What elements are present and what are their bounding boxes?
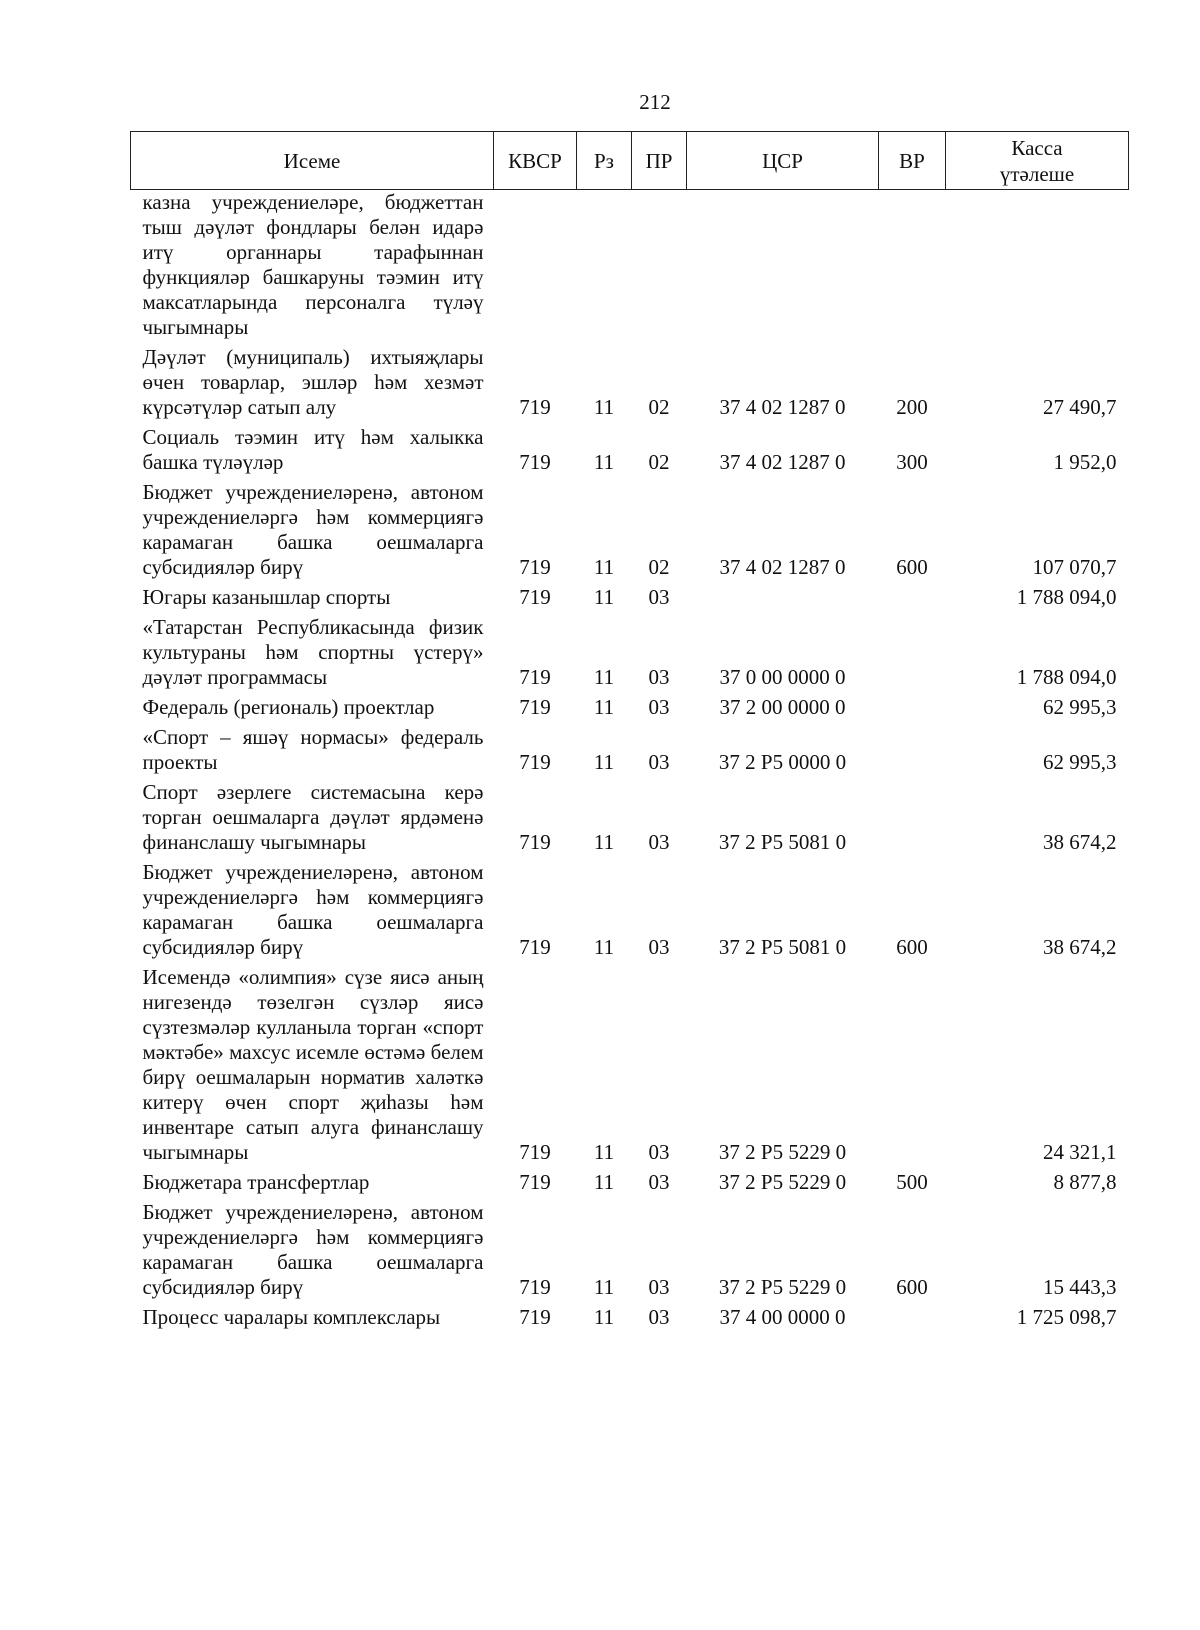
row-vr: 600 (896, 555, 928, 579)
table-row (131, 345, 1129, 425)
header-sum (946, 132, 1129, 190)
table-row (131, 190, 1129, 346)
row-vr: 600 (896, 1275, 928, 1299)
row-vr (879, 585, 946, 615)
row-sum: 62 995,3 (1043, 750, 1117, 774)
row-kvsr: 719 (519, 555, 551, 579)
row-rz: 11 (593, 695, 615, 719)
row-kvsr: 719 (519, 1140, 551, 1164)
row-kvsr: 719 (519, 935, 551, 959)
row-rz: 11 (593, 830, 615, 854)
row-pr (632, 190, 687, 346)
row-csr: 37 2 P5 0000 0 (718, 750, 847, 774)
row-pr: 03 (648, 1305, 670, 1329)
row-vr (879, 965, 946, 1170)
table-row (131, 1200, 1129, 1305)
row-rz: 11 (593, 585, 615, 609)
table-row (131, 425, 1129, 480)
table-row (131, 1170, 1129, 1200)
row-csr (687, 190, 879, 346)
header-vr: ВР (879, 132, 946, 190)
row-sum: 27 490,7 (1043, 395, 1117, 419)
row-sum: 62 995,3 (1043, 695, 1117, 719)
row-vr (879, 695, 946, 725)
table-row (131, 615, 1129, 695)
row-kvsr: 719 (519, 750, 551, 774)
row-csr: 37 2 00 0000 0 (719, 695, 846, 719)
row-sum: 38 674,2 (1043, 830, 1117, 854)
row-sum: 107 070,7 (1032, 555, 1117, 579)
table-row (131, 965, 1129, 1170)
row-sum: 1 788 094,0 (1016, 665, 1117, 689)
row-pr: 02 (648, 555, 670, 579)
row-vr (879, 780, 946, 860)
row-name: Социаль тәэмин итү һәм халыкка башка түләүләр (142, 425, 484, 474)
row-name: Бюджет учреждениеләренә, автоном учреждениеләргә һәм коммерциягә карамаган башка оешмаларга субсидияләр бирү (142, 860, 484, 959)
row-sum: 24 321,1 (1043, 1140, 1117, 1164)
row-pr: 03 (648, 1140, 670, 1164)
row-sum (946, 190, 1129, 346)
budget-table (130, 131, 1129, 1335)
row-sum: 38 674,2 (1043, 935, 1117, 959)
row-csr: 37 4 02 1287 0 (719, 395, 846, 419)
row-rz: 11 (593, 1140, 615, 1164)
table-row (131, 695, 1129, 725)
row-kvsr: 719 (519, 1305, 551, 1329)
row-sum: 15 443,3 (1043, 1275, 1117, 1299)
row-name: Югары казанышлар спорты (142, 585, 391, 609)
header-csr: ЦСР (687, 132, 879, 190)
row-csr: 37 2 P5 5081 0 (718, 935, 847, 959)
row-name: Бюджет учреждениеләренә, автоном учреждениеләргә һәм коммерциягә карамаган башка оешмаларга субсидияләр бирү (142, 480, 484, 579)
row-sum: 1 952,0 (1053, 450, 1117, 474)
row-kvsr: 719 (519, 830, 551, 854)
table-row (131, 585, 1129, 615)
row-sum: 1 725 098,7 (1016, 1305, 1117, 1329)
row-vr (879, 190, 946, 346)
table-body (131, 190, 1129, 1336)
header-sum-line1: Касса (1011, 135, 1063, 160)
row-pr: 03 (648, 830, 670, 854)
row-csr: 37 2 P5 5229 0 (718, 1170, 847, 1194)
table-row (131, 725, 1129, 780)
table-row (131, 860, 1129, 965)
row-csr: 37 2 P5 5229 0 (718, 1275, 847, 1299)
row-rz: 11 (593, 750, 615, 774)
row-sum: 1 788 094,0 (1016, 585, 1117, 609)
row-pr: 02 (648, 395, 670, 419)
row-rz: 11 (593, 935, 615, 959)
row-rz: 11 (593, 1170, 615, 1194)
row-kvsr (494, 190, 577, 346)
row-vr (879, 725, 946, 780)
row-rz: 11 (593, 450, 615, 474)
header-sum-line2: үтәлеше (999, 161, 1075, 186)
row-rz: 11 (593, 1275, 615, 1299)
row-sum: 8 877,8 (1053, 1170, 1117, 1194)
header-kvsr: КВСР (494, 132, 577, 190)
row-vr: 300 (896, 450, 928, 474)
row-kvsr: 719 (519, 395, 551, 419)
row-pr: 03 (648, 695, 670, 719)
row-vr: 600 (896, 935, 928, 959)
row-name: Бюджетара трансфертлар (142, 1170, 370, 1194)
row-rz: 11 (593, 1305, 615, 1329)
row-rz (577, 190, 632, 346)
row-pr: 03 (648, 665, 670, 689)
row-vr: 200 (896, 395, 928, 419)
header-name: Исеме (131, 132, 494, 190)
table-row (131, 480, 1129, 585)
row-rz: 11 (593, 665, 615, 689)
row-csr: 37 2 P5 5229 0 (718, 1140, 847, 1164)
page-number: 212 (639, 90, 671, 114)
row-pr: 03 (648, 935, 670, 959)
row-name: Исемендә «олимпия» сүзе яисә аның нигезендә төзелгән сүзләр яисә сүзтезмәләр кулланыла торган «спорт мәктәбе» махсус исемле өстәмә белем бирү оешмаларын норматив халәткә китерү өчен спорт җиһазы һәм инвентаре сатып алуга финанслашу чыгымнары (142, 965, 484, 1164)
row-rz: 11 (593, 555, 615, 579)
row-csr: 37 4 02 1287 0 (719, 555, 846, 579)
row-kvsr: 719 (519, 1275, 551, 1299)
row-kvsr: 719 (519, 450, 551, 474)
row-name: «Татарстан Республикасында физик культураны һәм спортны үстерү» дәүләт программасы (142, 615, 484, 689)
row-pr: 02 (648, 450, 670, 474)
header-pr: ПР (632, 132, 687, 190)
row-kvsr: 719 (519, 665, 551, 689)
row-pr: 03 (648, 585, 670, 609)
row-vr (879, 615, 946, 695)
row-pr: 03 (648, 1275, 670, 1299)
row-kvsr: 719 (519, 1170, 551, 1194)
row-name: казна учреждениеләре, бюджеттан тыш дәүләт фондлары белән идарә итү органнары тарафыннан функцияләр башкаруны тәэмин итү максатларында персоналга түләү чыгымнары (142, 190, 484, 339)
row-name: Федераль (региональ) проектлар (142, 695, 435, 719)
row-csr: 37 2 P5 5081 0 (718, 830, 847, 854)
row-name: Спорт әзерлеге системасына керә торган оешмаларга дәүләт ярдәменә финанслашу чыгымнары (142, 780, 484, 854)
header-rz: Рз (577, 132, 632, 190)
row-vr (879, 1305, 946, 1335)
row-vr: 500 (896, 1170, 928, 1194)
row-name: Дәүләт (муниципаль) ихтыяҗлары өчен товарлар, эшләр һәм хезмәт күрсәтүләр сатып алу (142, 345, 484, 419)
row-name: «Спорт – яшәү нормасы» федераль проекты (142, 725, 484, 774)
row-pr: 03 (648, 1170, 670, 1194)
row-csr (687, 585, 879, 615)
table-row (131, 1305, 1129, 1335)
row-csr: 37 0 00 0000 0 (719, 665, 846, 689)
row-kvsr: 719 (519, 585, 551, 609)
row-rz: 11 (593, 395, 615, 419)
row-pr: 03 (648, 750, 670, 774)
row-name: Процесс чаралары комплекслары (142, 1305, 441, 1329)
row-csr: 37 4 02 1287 0 (719, 450, 846, 474)
table-header (131, 132, 1129, 190)
row-kvsr: 719 (519, 695, 551, 719)
table-row (131, 780, 1129, 860)
row-csr: 37 4 00 0000 0 (719, 1305, 846, 1329)
row-name: Бюджет учреждениеләренә, автоном учреждениеләргә һәм коммерциягә карамаган башка оешмаларга субсидияләр бирү (142, 1200, 484, 1299)
